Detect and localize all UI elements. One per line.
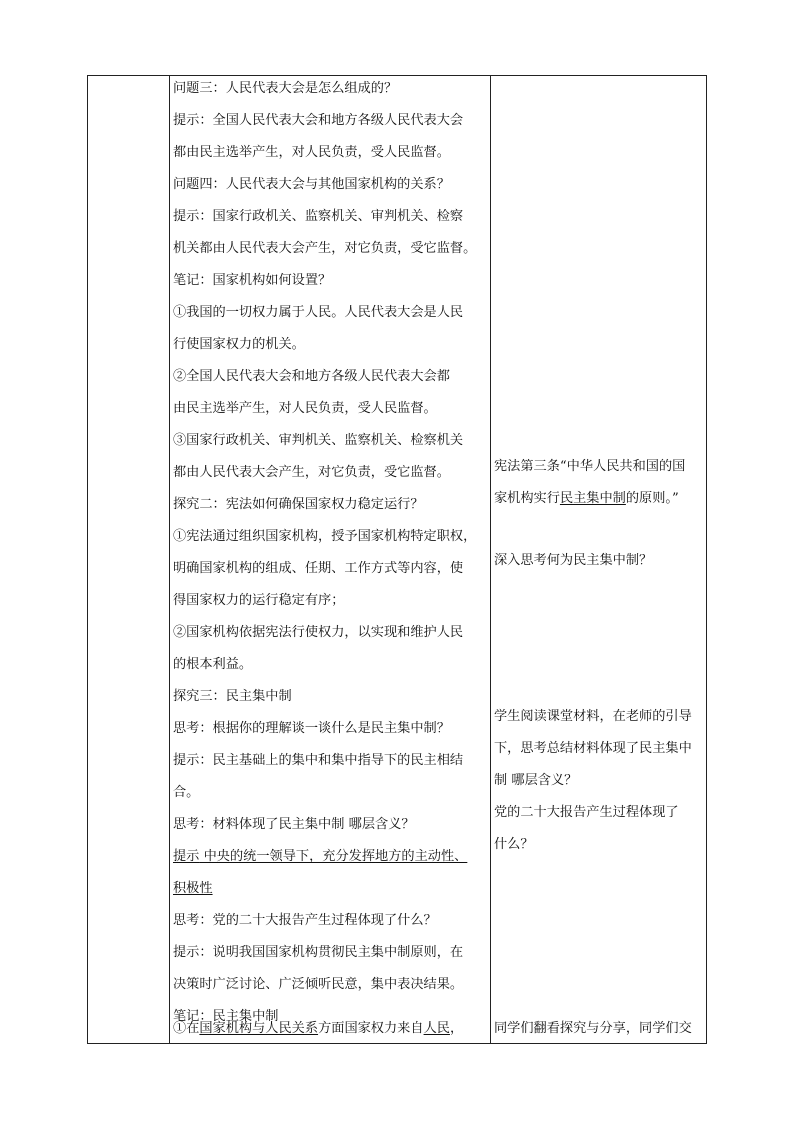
activity-line: 宪法第三条“中华人民共和国的国 [494,459,686,474]
hint-text-underlined: 地方的主动性、 [375,849,468,864]
content-line: 笔记：国家机构如何设置？ [173,273,332,288]
teaching-content-column [173,76,489,1043]
content-line: 决策时广泛讨论、广泛倾听民意，集中表决结果。 [173,977,464,992]
content-line: 得国家权力的运行稳定有序； [173,593,345,608]
activity-line: 制 哪层含义？ [494,773,578,788]
content-line: 思考：党的二十大报告产生过程体现了什么？ [173,913,437,928]
last-line: ①在国家机构与人民关系方面国家权力来自人民， [173,1021,464,1036]
hint-line-cont [173,881,213,897]
content-line: 机关都由人民代表大会产生，对它负责，受它监督。 [173,241,477,256]
content-line: 探究二：宪法如何确保国家权力稳定运行？ [173,497,424,512]
content-line: ③国家行政机关、审判机关、监察机关、检察机关 [173,433,464,448]
column-divider [490,76,491,1043]
hint-label: 提示 [173,849,200,864]
content-line: 提示：说明我国国家机构贯彻民主集中制原则，在 [173,945,464,960]
activity-line: 深入思考何为民主集中制？ [494,553,653,568]
activity-line: 党的二十大报告产生过程体现了 [494,805,679,820]
content-line: 提示：全国人民代表大会和地方各级人民代表大会 [173,113,464,128]
hint-text: 中央的统一领导下，充分发挥 [199,849,376,864]
student-activity-column [494,76,706,1043]
hint-line [173,849,467,865]
content-line: 笔记：民主集中制 [173,1009,279,1024]
activity-line: 家机构实行民主集中制的原则。” [494,491,679,506]
content-line: 提示：民主基础上的集中和集中指导下的民主相结 [173,753,464,768]
underlined-phrase: 人民 [423,1021,450,1036]
content-line: 合。 [173,785,200,800]
content-line: 明确国家机构的组成、任期、工作方式等内容，使 [173,561,464,576]
underlined-phrase: 民主集中制 [559,491,626,506]
content-line: 都由人民代表大会产生，对它负责，受它监督。 [173,465,450,480]
content-line: 探究三：民主集中制 [173,689,292,704]
content-line: 的根本利益。 [173,657,253,672]
underlined-phrase: 国家机构与人民关系 [199,1021,319,1036]
column-divider [169,76,170,1043]
content-line: 问题三：人民代表大会是怎么组成的？ [173,81,398,96]
content-line: 思考：材料体现了民主集中制 哪层含义？ [173,817,415,832]
hint-text-underlined: 积极性 [173,881,213,896]
content-line: ②国家机构依据宪法行使权力，以实现和维护人民 [173,625,464,640]
content-line: ①我国的一切权力属于人民。人民代表大会是人民 [173,305,464,320]
activity-line: 学生阅读课堂材料，在老师的引导 [494,709,692,724]
activity-line: 什么？ [494,837,534,852]
content-line: 问题四：人民代表大会与其他国家机构的关系？ [173,177,450,192]
content-line: 都由民主选举产生，对人民负责，受人民监督。 [173,145,450,160]
content-line: 思考：根据你的理解谈一谈什么是民主集中制？ [173,721,450,736]
content-line: ②全国人民代表大会和地方各级人民代表大会都 [173,369,450,384]
content-line: ①宪法通过组织国家机构，授予国家机构特定职权， [173,529,477,544]
content-line: 由民主选举产生，对人民负责，受人民监督。 [173,401,437,416]
activity-line: 同学们翻看探究与分享，同学们交 [494,1021,692,1036]
activity-line: 下，思考总结材料体现了民主集中 [494,741,692,756]
content-line: 提示：国家行政机关、监察机关、审判机关、检察 [173,209,464,224]
lesson-table [87,75,707,1044]
content-line: 行使国家权力的机关。 [173,337,305,352]
